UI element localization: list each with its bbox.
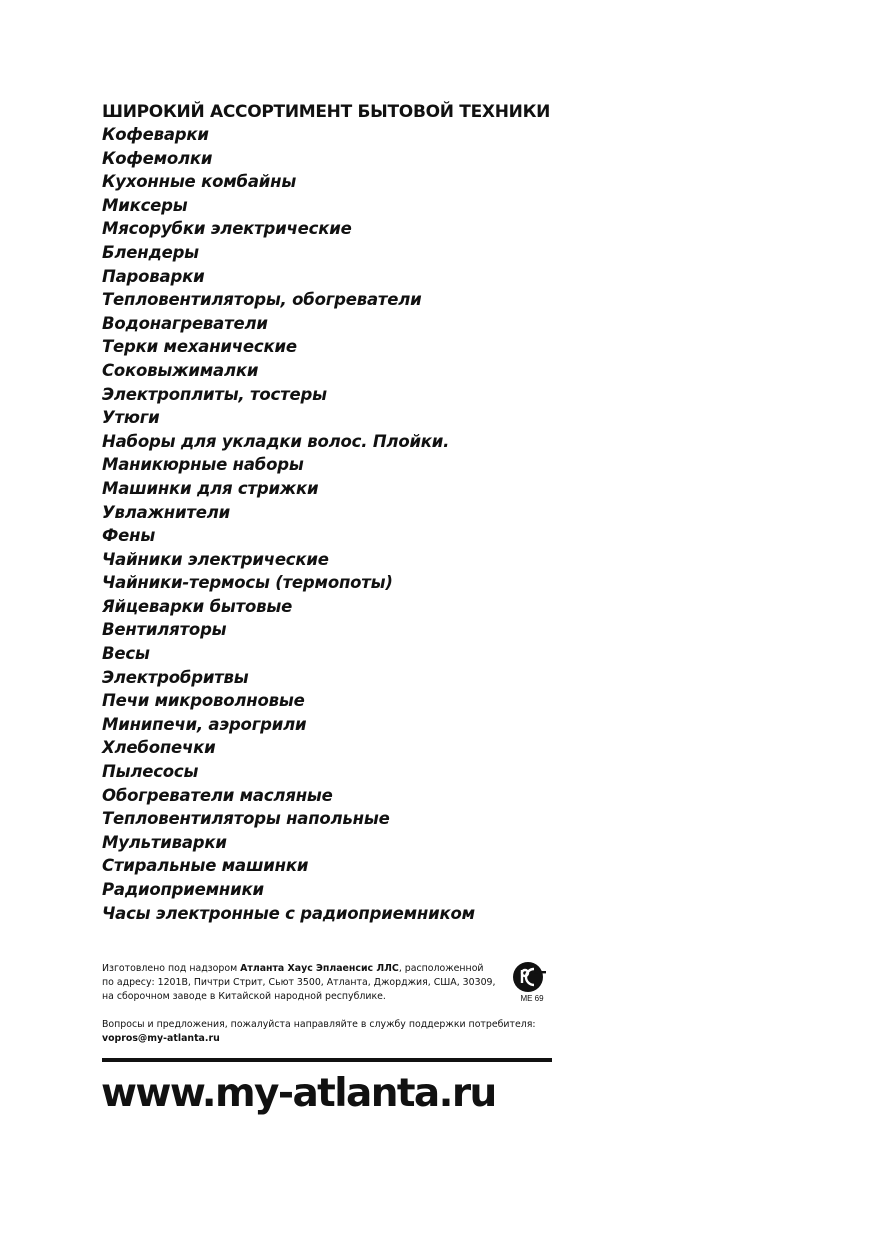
list-item: Электробритвы [102, 667, 249, 687]
list-item: Печи микроволновые [102, 691, 305, 711]
list-item: Вентиляторы [102, 620, 227, 640]
list-item: Электроплиты, тостеры [102, 384, 327, 404]
list-item: Тепловентиляторы напольные [102, 809, 390, 829]
list-item: Яйцеварки бытовые [102, 596, 293, 616]
list-item: Миксеры [102, 195, 188, 215]
list-item: Чайники электрические [102, 549, 329, 569]
product-list [102, 123, 475, 925]
certification-code: ME 69 [520, 994, 544, 1003]
list-item: Чайники-термосы (термопоты) [102, 573, 393, 593]
list-item: Мясорубки электрические [102, 219, 352, 239]
list-item: Хлебопечки [102, 738, 216, 758]
list-item: Терки механические [102, 337, 297, 357]
manufacturer-company: Атланта Хаус Эплаенсис ЛЛС [240, 963, 399, 974]
list-item: Кофемолки [102, 148, 213, 168]
list-item: Радиоприемники [102, 880, 264, 899]
list-item: Фены [102, 526, 156, 546]
list-item: Весы [102, 644, 150, 664]
list-item: Тепловентиляторы, обогреватели [102, 290, 422, 310]
list-item: Кухонные комбайны [102, 172, 297, 192]
list-item: Мультиварки [102, 832, 227, 852]
website-url: www.my-atlanta.ru [101, 1071, 496, 1116]
assortment-heading: ШИРОКИЙ АССОРТИМЕНТ БЫТОВОЙ ТЕХНИКИ [102, 102, 551, 122]
list-item: Маникюрные наборы [102, 455, 304, 475]
manufacturer-info [102, 962, 497, 1004]
list-item: Утюги [102, 408, 160, 428]
list-item: Кофеварки [102, 125, 209, 144]
list-item: Наборы для укладки волос. Плойки. [102, 431, 450, 451]
list-item: Стиральные машинки [102, 856, 309, 876]
list-item: Обогреватели масляные [102, 785, 333, 805]
list-item: Соковыжималки [102, 360, 259, 380]
list-item: Машинки для стрижки [102, 478, 319, 498]
list-item: Пароварки [102, 266, 205, 286]
manufacturer-prefix: Изготовлено под надзором [102, 963, 241, 974]
manufacturer-address: , расположенной по адресу: 1201B, Пичтри Стрит, Сьют 3500, Атланта, Джорджия, США, 30309, на сборочном заводе в Китайской народной республике. [102, 963, 496, 1002]
support-message: Вопросы и предложения, пожалуйста направляйте в службу поддержки потребителя: [102, 1019, 536, 1030]
list-item: Блендеры [102, 242, 199, 262]
divider [102, 1058, 552, 1062]
list-item: Минипечи, аэрогрили [102, 714, 307, 734]
support-info [102, 1018, 572, 1046]
list-item: Пылесосы [102, 762, 199, 782]
support-email: vopros@my-atlanta.ru [102, 1033, 220, 1044]
list-item: Водонагреватели [102, 313, 268, 333]
list-item: Увлажнители [102, 502, 230, 522]
list-item: Часы электронные с радиоприемником [102, 903, 475, 923]
